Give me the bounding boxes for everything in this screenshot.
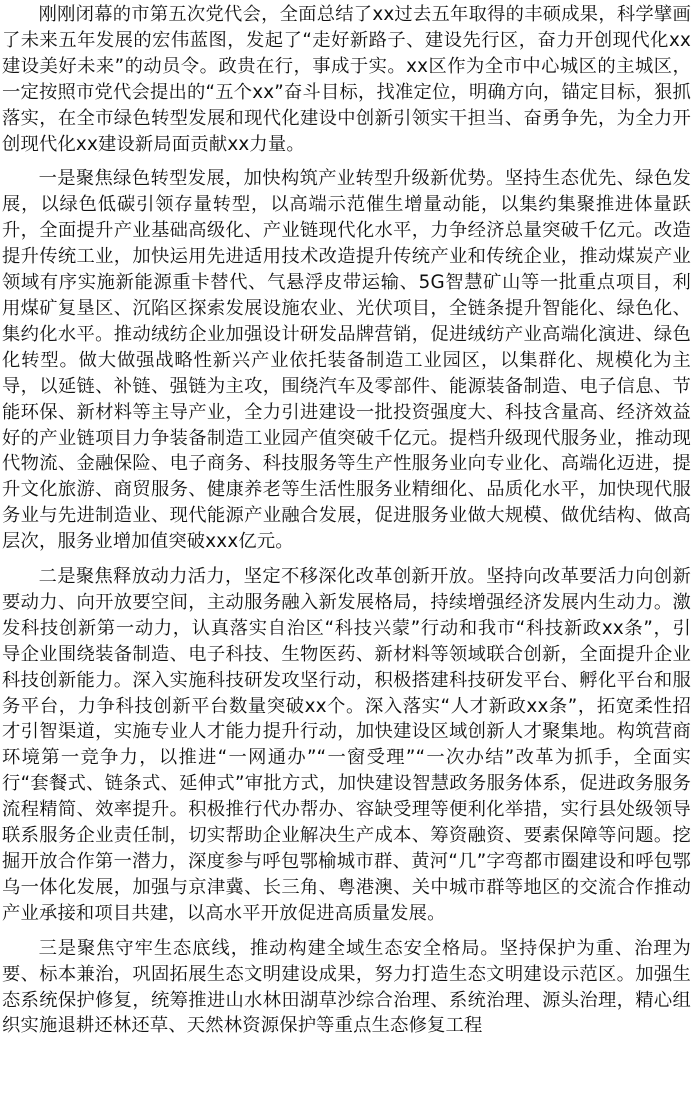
paragraph-ecological-baseline: 三是聚焦守牢生态底线，推动构建全域生态安全格局。坚持保护为重、治理为要、标本兼治，巩固拓展生态文明建设成果，努力打造生态文明建设示范区。加强生态系统保护修复，统筹推进山水林田湖草沙综合治理、系统治理、源头治理，精心组织实施退耕还林还草、天然林资源保护等重点生态修复工程 <box>2 937 691 1037</box>
paragraph-reform-innovation: 二是聚焦释放动力活力，坚定不移深化改革创新开放。坚持向改革要活力向创新要动力、向开放要空间，主动服务融入新发展格局，持续增强经济发展内生动力。激发科技创新第一动力，认真落实自治区“科技兴蒙”行动和我市“科技新政xx条”，引导企业围绕装备制造、电子科技、生物医药、新材料等领域联合创新，全面提升企业科技创新能力。深入实施科技研发攻坚行动，积极搭建科技研发平台、孵化平台和服务平台，力争科技创新平台数量突破xx个。深入落实“人才新政xx条”，拓宽柔性招才引智渠道，实施专业人才能力提升行动，加快建设区域创新人才聚集地。构筑营商环境第一竞争力，以推进“一网通办”“一窗受理”“一次办结”改革为抓手，全面实行“套餐式、链条式、延伸式”审批方式，加快建设智慧政务服务体系，促进政务服务流程精简、效率提升。积极推行代办帮办、容缺受理等便利化举措，实行县处级领导联系服务企业责任制，切实帮助企业解决生产成本、筹资融资、要素保障等问题。挖掘开放合作第一潜力，深度参与呼包鄂榆城市群、黄河“几”字弯都市圈建设和呼包鄂乌一体化发展，加强与京津冀、长三角、粤港澳、关中城市群等地区的交流合作推动产业承接和项目共建，以高水平开放促进高质量发展。 <box>2 566 691 924</box>
paragraph-green-transformation: 一是聚焦绿色转型发展，加快构筑产业转型升级新优势。坚持生态优先、绿色发展，以绿色低碳引领存量转型，以高端示范催生增量动能，以集约集聚推进体量跃升，全面提升产业基础高级化、产业链现代化水平，力争经济总量突破千亿元。改造提升传统工业，加快运用先进适用技术改造提升传统产业和传统企业，推动煤炭产业领域有序实施新能源重卡替代、气悬浮皮带运输、5G智慧矿山等一批重点项目，利用煤矿复垦区、沉陷区探索发展设施农业、光伏项目，全链条提升智能化、绿色化、集约化水平。推动绒纺企业加强设计研发品牌营销，促进绒纺产业高端化演进、绿色化转型。做大做强战略性新兴产业依托装备制造工业园区，以集群化、规模化为主导，以延链、补链、强链为主攻，围绕汽车及零部件、能源装备制造、电子信息、节能环保、新材料等主导产业，全力引进建设一批投资强度大、科技含量高、经济效益好的产业链项目力争装备制造工业园产值突破千亿元。提档升级现代服务业，推动现代物流、金融保险、电子商务、科技服务等生产性服务业向专业化、高端化迈进，提升文化旅游、商贸服务、健康养老等生活性服务业精细化、品质化水平，加快现代服务业与先进制造业、现代能源产业融合发展，促进服务业做大规模、做优结构、做高层次，服务业增加值突破xxx亿元。 <box>2 168 691 553</box>
paragraph-intro: 刚刚闭幕的市第五次党代会，全面总结了xx过去五年取得的丰硕成果，科学擘画了未来五年发展的宏伟蓝图，发起了“走好新路子、建设先行区，奋力开创现代化xx建设美好未来”的动员令。政贵在行，事成于实。xx区作为全市中心城区的主城区，一定按照市党代会提出的“五个xx”奋斗目标，找准定位，明确方向，锚定目标，狠抓落实，在全市绿色转型发展和现代化建设中创新引领实干担当、奋勇争先，为全力开创现代化xx建设新局面贡献xx力量。 <box>2 4 691 155</box>
